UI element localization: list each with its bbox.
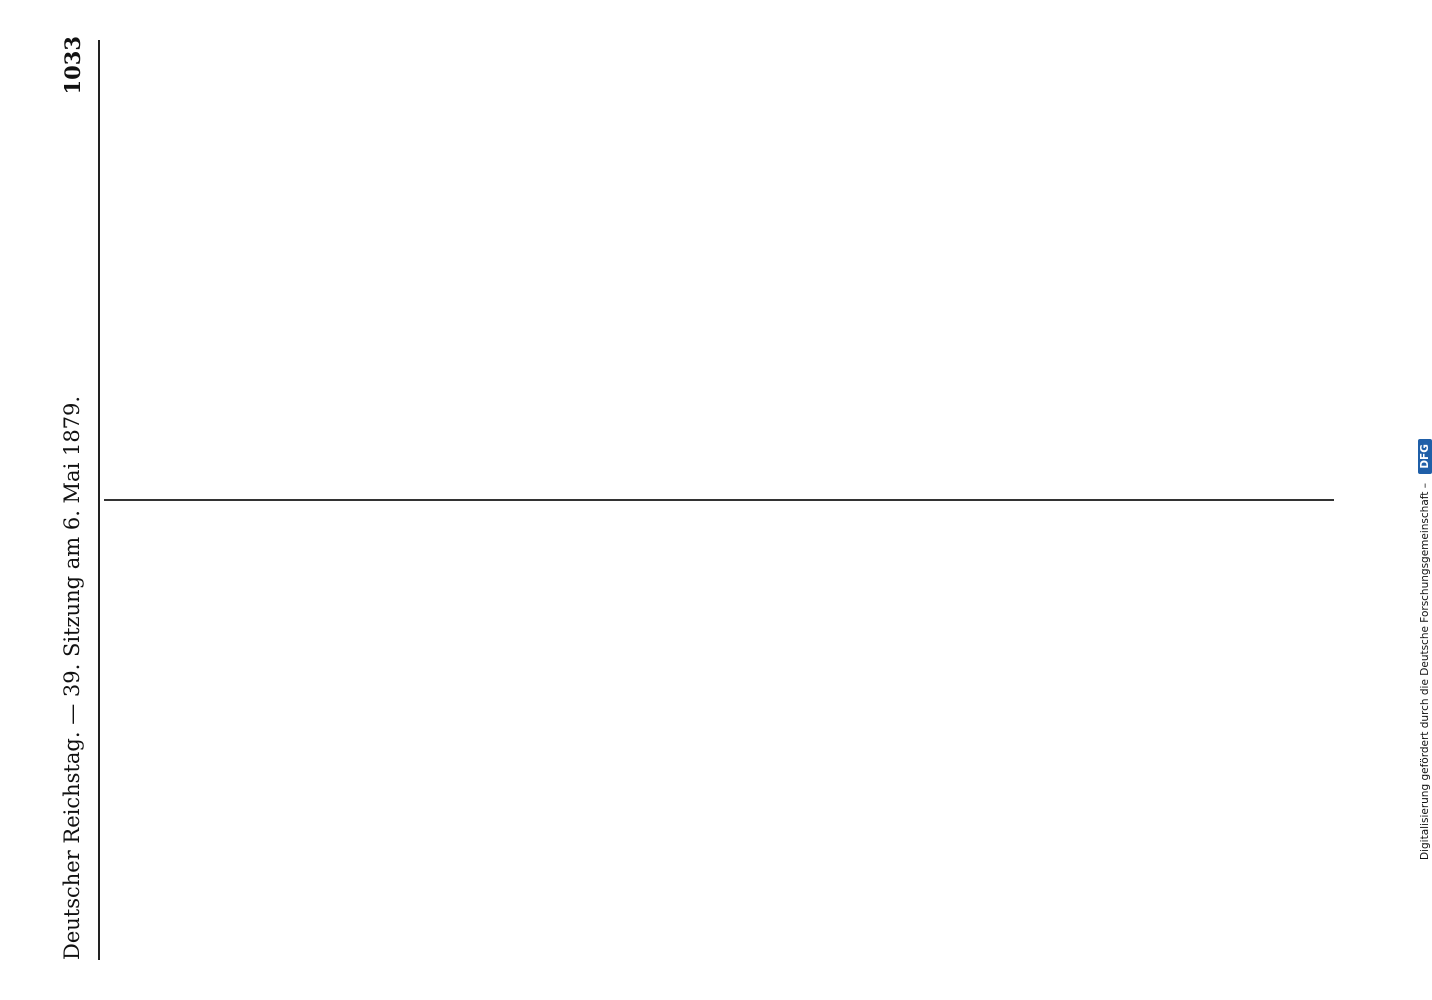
running-header-title: Deutscher Reichstag. — 39. Sitzung am 6. Mai 1879. [60,395,84,960]
page-number: 1033 [59,36,85,95]
dfg-logo: DFG [1418,439,1432,474]
digitization-note-text: Digitalisierung gefördert durch die Deutsche Forschungsgemeinschaft – [1419,483,1431,860]
header-rule [98,40,100,960]
column-divider [104,500,1334,502]
digitization-note [1418,439,1432,860]
running-header [52,0,92,1000]
right-column [108,37,1328,487]
left-column [108,512,1328,962]
